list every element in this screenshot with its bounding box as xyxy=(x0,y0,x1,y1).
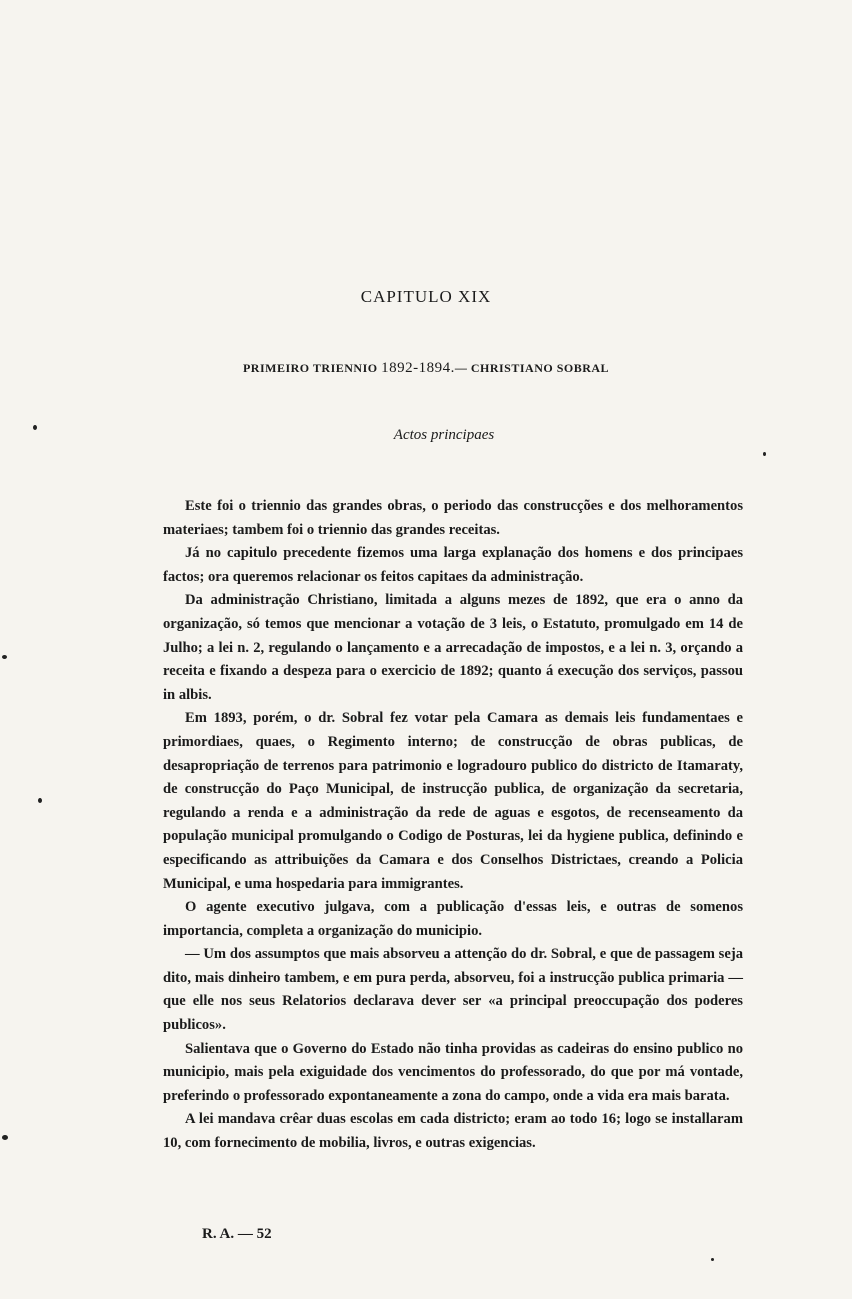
scan-speck xyxy=(711,1258,714,1261)
paragraph-2: Já no capitulo precedente fizemos uma larga explanação dos homens e dos principaes factos; ora queremos relacionar os feitos capitaes da administração. xyxy=(163,545,743,585)
subtitle-years: 1892-1894. xyxy=(381,360,455,376)
chapter-title: CAPITULO XIX xyxy=(360,287,492,306)
paragraph-1: Este foi o triennio das grandes obras, o periodo das construcções e dos melhoramentos materiaes; tambem foi o triennio das grandes receitas. xyxy=(163,498,743,538)
subtitle-prefix: PRIMEIRO TRIENNIO xyxy=(242,361,378,375)
scan-speck xyxy=(2,1135,8,1140)
scan-speck xyxy=(2,655,7,659)
footer-signature: R. A. — 52 xyxy=(202,1226,272,1242)
paragraph-5: O agente executivo julgava, com a publicação d'essas leis, e outras de somenos importancia, completa a organização do municipio. xyxy=(163,899,743,939)
paragraph-7: Salientava que o Governo do Estado não tinha providas as cadeiras do ensino publico no municipio, mais pela exiguidade dos vencimentos do professorado, do que por má vontade, preferindo o professorado expontaneamente a zona do campo, onde a vida era mais barata. xyxy=(163,1040,743,1104)
body-text xyxy=(163,495,743,1156)
section-title: Actos principaes xyxy=(393,427,495,443)
scan-speck xyxy=(33,425,37,430)
subtitle-suffix: — CHRISTIANO SOBRAL xyxy=(454,361,610,375)
scan-speck xyxy=(38,798,42,803)
paragraph-8: A lei mandava crêar duas escolas em cada districto; eram ao todo 16; logo se installaram 10, com fornecimento de mobilia, livros, e outras exigencias. xyxy=(163,1111,743,1152)
chapter-subtitle xyxy=(0,360,852,377)
scan-speck xyxy=(763,452,766,456)
paragraph-4: Em 1893, porém, o dr. Sobral fez votar pela Camara as demais leis fundamentaes e primordiaes, quaes, o Regimento interno; de construcção de obras publicas, de desapropriação de terrenos para patrimonio e logradouro publico do districto de Itamaraty, de construcção do Paço Municipal, de instrucção publica, de organização da secretaria, regulando a renda e a administração da rede de aguas e esgotos, de recenseamento da população municipal promulgando o Codigo de Posturas, lei da hygiene publica, definindo e especificando as attribuições da Camara e dos Conselhos Districtaes, creando a Policia Municipal, e uma hospedaria para immigrantes. xyxy=(163,710,743,892)
paragraph-3: Da administração Christiano, limitada a alguns mezes de 1892, que era o anno da organização, só temos que mencionar a votação de 3 leis, o Estatuto, promulgado em 14 de Julho; a lei n. 2, regulando o lançamento e a arrecadação de impostos, e a lei n. 3, orçando a receita e fixando a despeza para o exercicio de 1892; quanto á execução dos serviços, passou in albis. xyxy=(163,592,743,703)
paragraph-6: — Um dos assumptos que mais absorveu a attenção do dr. Sobral, e que de passagem seja dito, mais dinheiro tambem, e em pura perda, absorveu, foi a instrucção publica primaria — que elle nos seus Relatorios declarava dever ser «a principal preoccupação dos poderes publicos». xyxy=(163,946,743,1034)
